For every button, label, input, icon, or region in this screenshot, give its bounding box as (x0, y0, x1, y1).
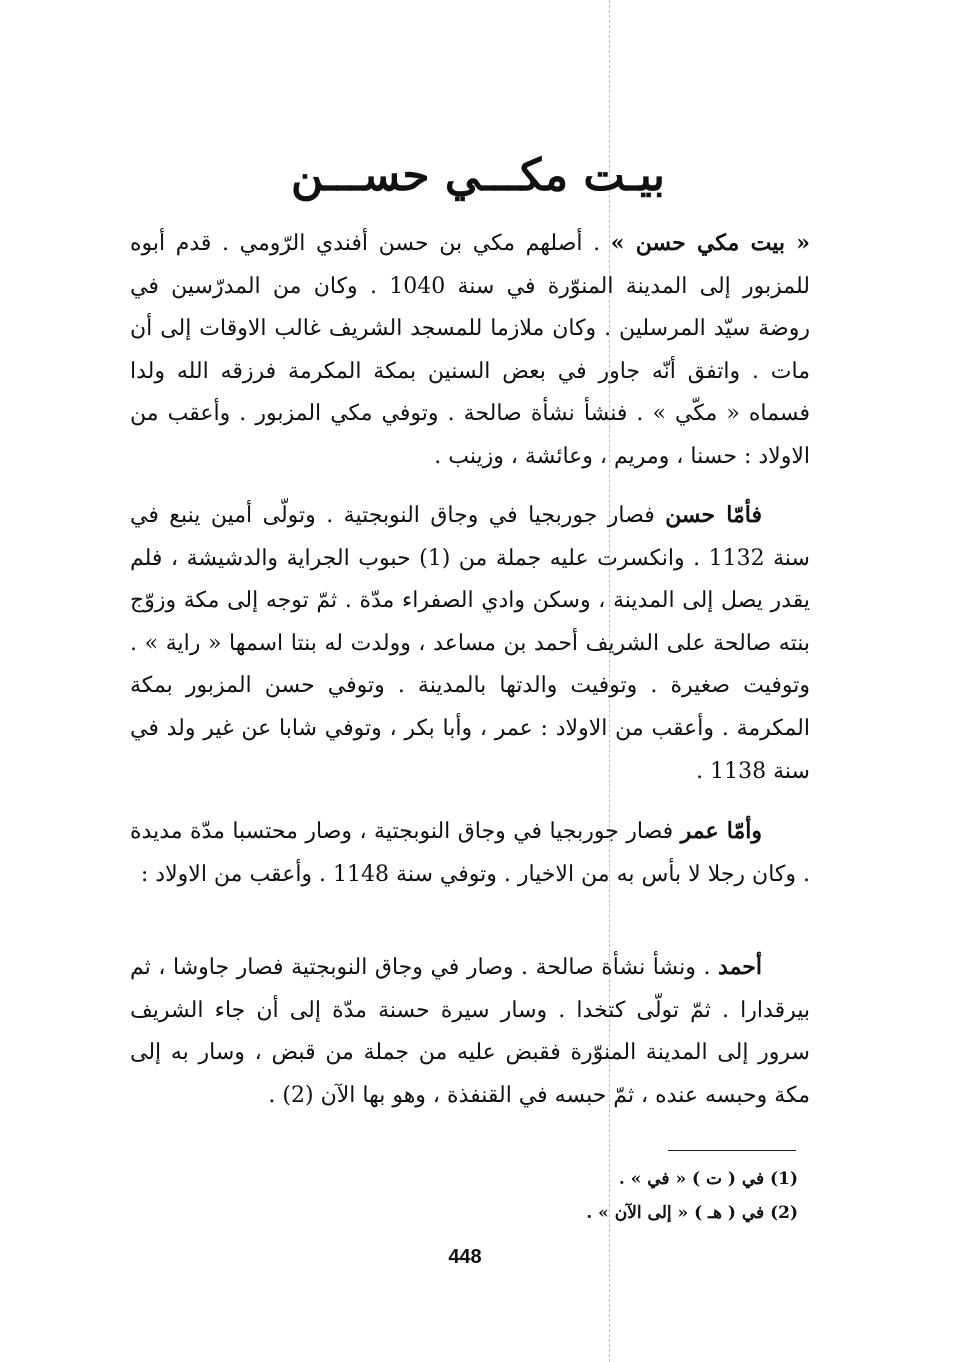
paragraph-3 (130, 810, 810, 896)
page-number: 448 (448, 1246, 482, 1268)
footnote-1: (1) في ( ت ) « في » . (618, 1169, 798, 1189)
paragraph-lead: « بيت مكي حسن » (610, 230, 810, 256)
paragraph-text: . أصلهم مكي بن حسن أفندي الرّومي . قدم أبوه للمزبور إلى المدينة المنوّرة في سنة 1040 . وكان من المدرّسين في روضة سيّد المرسلين . وكان ملازما للمسجد الشريف غالب الاوقات إلى أن مات . واتفق أنّه جاور في بعض السنين بمكة المكرمة فرزقه الله ولدا فسماه « مكّي » . فنشأ نشأة صالحة . وتوفي مكي المزبور . وأعقب من الاولاد : حسنا ، ومريم ، وعائشة ، وزينب . (130, 231, 810, 469)
paragraph-text: . ونشأ نشأة صالحة . وصار في وجاق النوبجتية فصار جاوشا ، ثم بيرقدارا . ثمّ تولّى كتخدا . وسار سيرة حسنة مدّة إلى أن جاء الشريف سرور إلى المدينة المنوّرة فقبض عليه من جملة من قبض ، وسار به إلى مكة وحبسه عنده ، ثمّ حبسه في القنفذة ، وهو بها الآن (2) . (130, 955, 810, 1108)
footnote-separator (668, 1150, 796, 1151)
paragraph-1 (130, 222, 810, 479)
paragraph-4 (130, 946, 810, 1117)
paragraph-2 (130, 494, 810, 793)
paragraph-lead: أحمد (718, 954, 762, 980)
paragraph-lead: وأمّا عمر (680, 818, 762, 844)
footnote-2: (2) في ( هـ ) « إلى الآن » . (586, 1203, 798, 1223)
paragraph-text: فصار جوربجيا في وجاق النوبجتية . وتولّى أمين ينبع في سنة 1132 . وانكسرت عليه جملة من (1) حبوب الجراية والدشيشة ، فلم يقدر يصل إلى المدينة ، وسكن وادي الصفراء مدّة . ثمّ توجه إلى مكة وزوّج بنته صالحة على الشريف أحمد بن مساعد ، وولدت له بنتا اسمها « راية » . وتوفيت صغيرة . وتوفيت والدتها بالمدينة . وتوفي حسن المزبور بمكة المكرمة . وأعقب من الاولاد : عمر ، وأبا بكر ، وتوفي شابا عن غير ولد في سنة 1138 . (130, 503, 810, 784)
paragraph-lead: فأمّا حسن (665, 502, 762, 528)
page-title: بيـت مكـــي حســـن (290, 150, 666, 201)
paragraph-text: فصار جوربجيا في وجاق النوبجتية ، وصار محتسبا مدّة مديدة . وكان رجلا لا بأس به من الاخيار . وتوفي سنة 1148 . وأعقب من الاولاد : (130, 819, 810, 887)
footnotes (470, 1162, 798, 1230)
